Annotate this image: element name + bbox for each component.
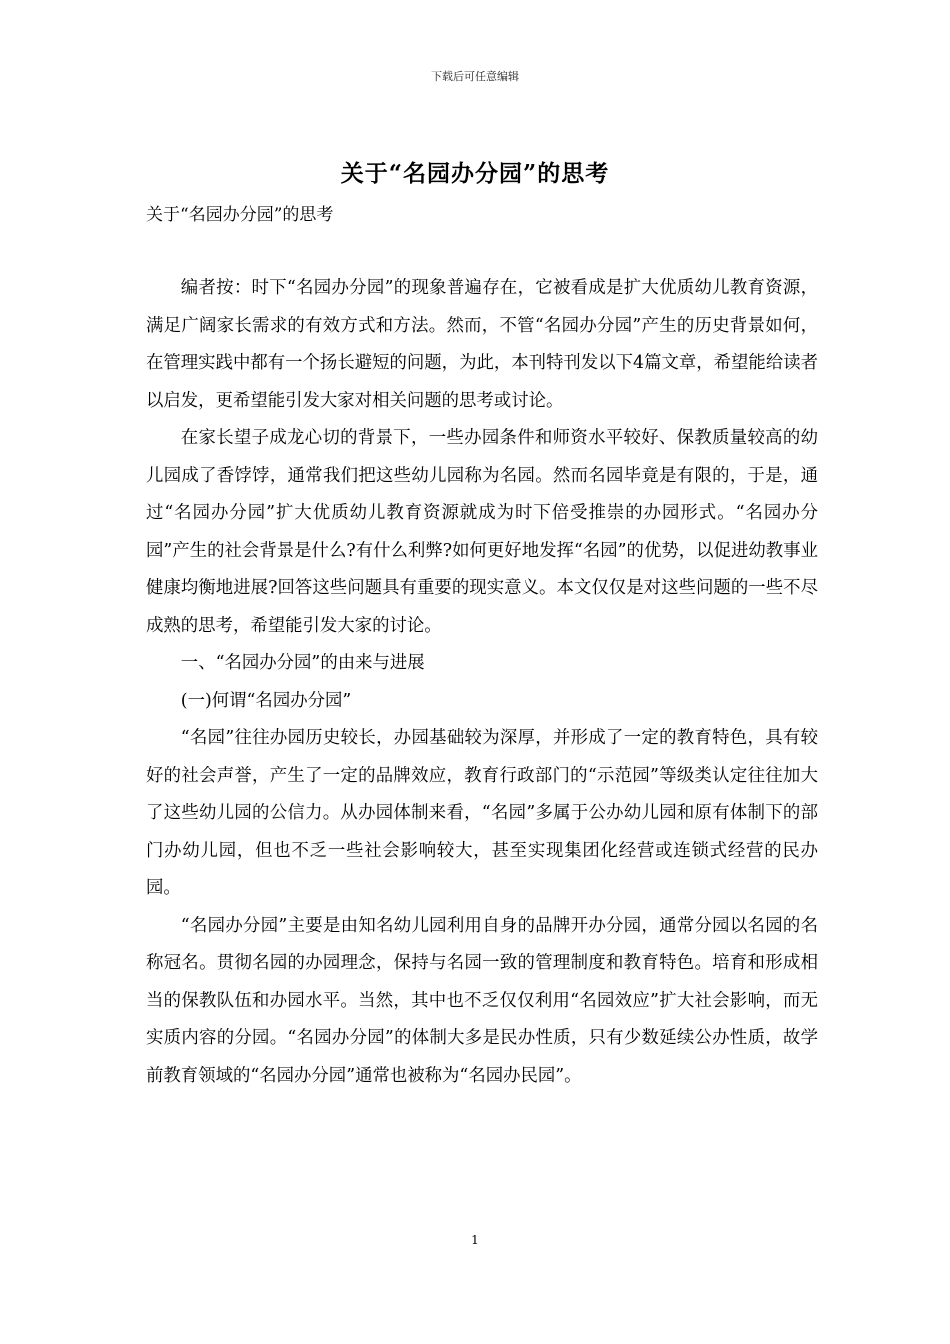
page-header: 下载后可任意编辑 xyxy=(431,70,519,83)
document-title: 关于“名园办分园”的思考 xyxy=(340,160,610,187)
section-heading: 一、“名园办分园”的由来与进展 xyxy=(180,653,425,673)
page-number: 1 xyxy=(471,1233,479,1247)
document-subtitle: 关于“名园办分园”的思考 xyxy=(146,205,334,225)
body-paragraph: “名园办分园”主要是由知名幼儿园利用自身的品牌开办分园，通常分园以名园的名称冠名。贯彻名园的办园理念，保持与名园一致的管理制度和教育特色。培育和形成相当的保教队伍和办园水平。当然，其中也不乏仅仅利用“名园效应”扩大社会影响，而无实质内容的分园。“名园办分园”的体制大多是民办性质，只有少数延续公办性质，故学前教育领域的“名园办分园”通常也被称为“名园办民园”。 xyxy=(146,915,818,1086)
body-paragraph: 在家长望子成龙心切的背景下，一些办园条件和师资水平较好、保教质量较高的幼儿园成了香饽饽，通常我们把这些幼儿园称为名园。然而名园毕竟是有限的，于是，通过“名园办分园”扩大优质幼儿教育资源就成为时下倍受推崇的办园形式。“名园办分园”产生的社会背景是什么?有什么利弊?如何更好地发挥“名园”的优势，以促进幼教事业健康均衡地进展?回答这些问题具有重要的现实意义。本文仅仅是对这些问题的一些不尽成熟的思考，希望能引发大家的讨论。 xyxy=(146,428,818,636)
document-body xyxy=(146,270,818,1095)
subsection-heading: (一)何谓“名园办分园” xyxy=(180,690,352,711)
body-paragraph: “名园”往往办园历史较长，办园基础较为深厚，并形成了一定的教育特色，具有较好的社会声誉，产生了一定的品牌效应，教育行政部门的“示范园”等级类认定往往加大了这些幼儿园的公信力。从办园体制来看，“名园”多属于公办幼儿园和原有体制下的部门办幼儿园，但也不乏一些社会影响较大，甚至实现集团化经营或连锁式经营的民办园。 xyxy=(146,728,818,898)
editor-note-paragraph: 编者按：时下“名园办分园”的现象普遍存在，它被看成是扩大优质幼儿教育资源，满足广阔家长需求的有效方式和方法。然而，不管“名园办分园”产生的历史背景如何，在管理实践中都有一个扬长避短的问题，为此，本刊特刊发以下4篇文章，希望能给读者以启发，更希望能引发大家对相关问题的思考或讨论。 xyxy=(146,278,818,411)
